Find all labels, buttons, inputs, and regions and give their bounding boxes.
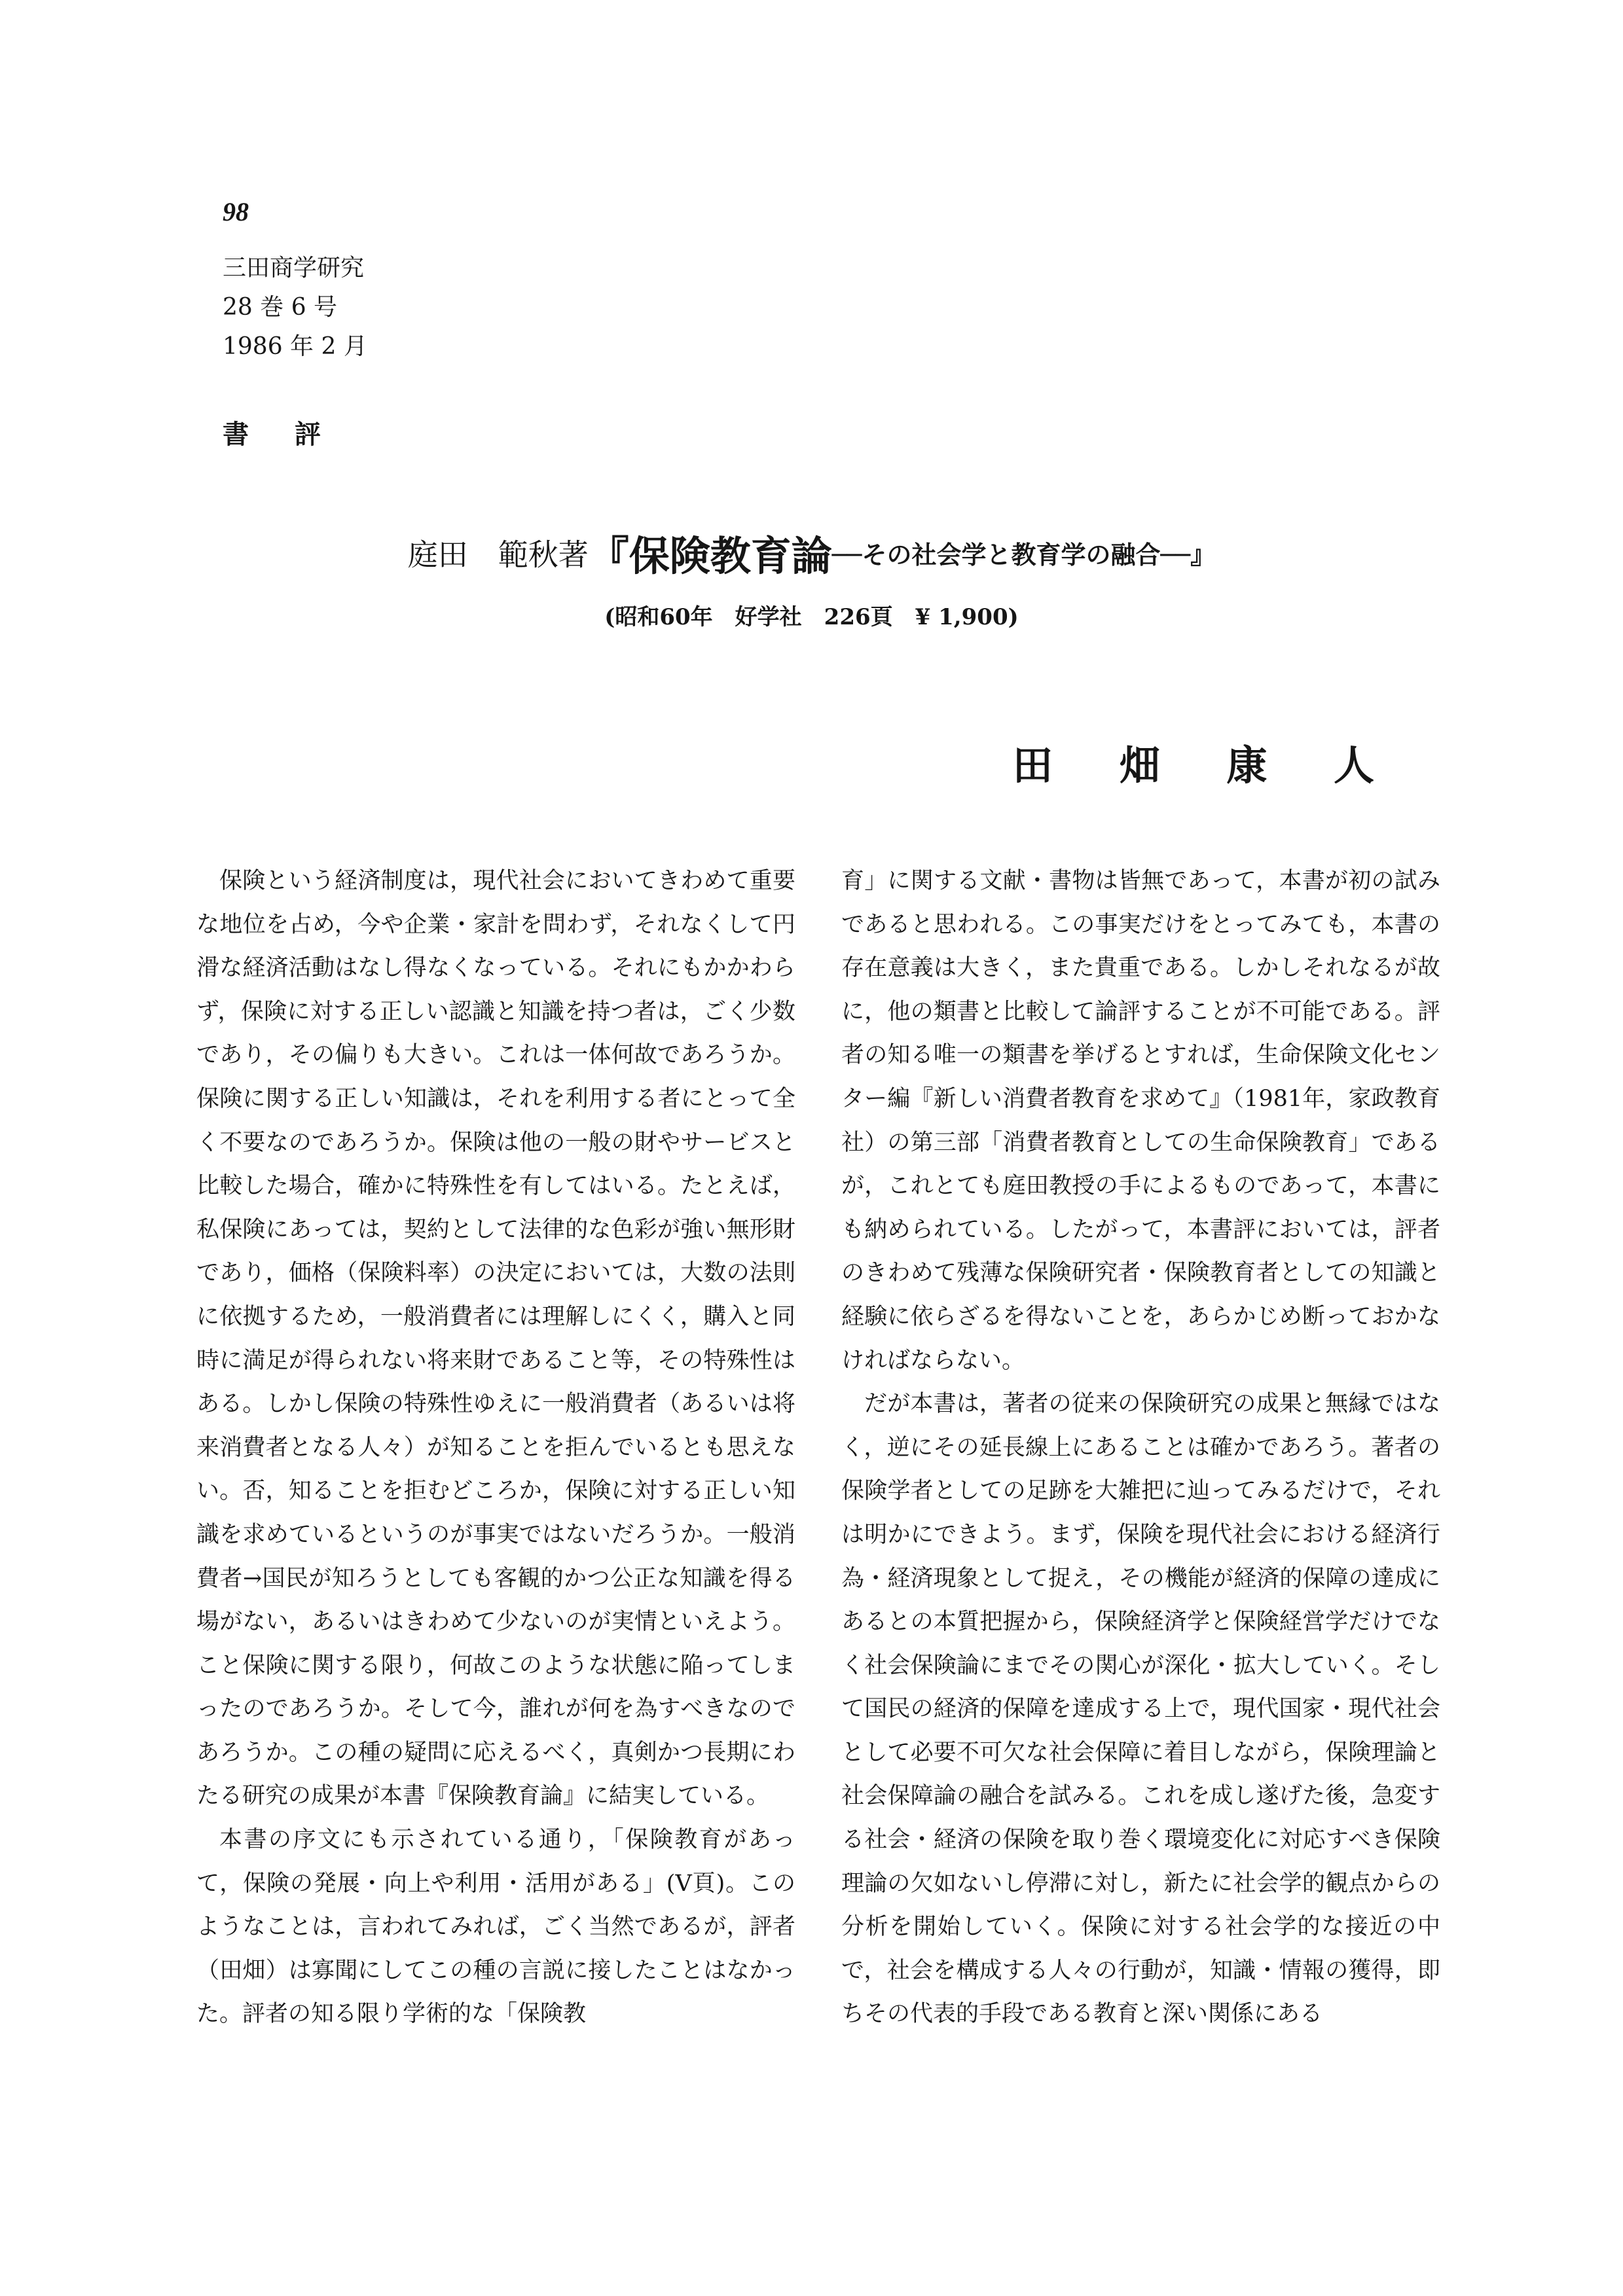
- section-label: 書 評: [223, 419, 339, 450]
- body-left-column: [196, 859, 795, 2036]
- reviewer-name: 田 畑 康 人: [1012, 742, 1400, 789]
- book-subtitle: ──その社会学と教育学の融合──』: [831, 540, 1216, 569]
- volume-issue: 28 巻 6 号: [223, 294, 338, 321]
- book-title: [0, 524, 1623, 582]
- page-number: 98: [223, 197, 249, 226]
- paragraph: 保険という経済制度は，現代社会においてきわめて重要な地位を占め，今や企業・家計を問わず，それなくして円滑な経済活動はなし得なくなっている。それにもかかわらず，保険に対する正しい認識と知識を持つ者は，ごく少数であり，その偏りも大きい。これは一体何故であろうか。保険に関する正しい知識は，それを利用する者にとって全く不要なのであろうか。保険は他の一般の財やサービスと比較した場合，確かに特殊性を有してはいる。たとえば，私保険にあっては，契約として法律的な色彩が強い無形財であり，価格（保険料率）の決定においては，大数の法則に依拠するため，一般消費者には理解しにくく，購入と同時に満足が得られない将来財であること等，その特殊性はある。しかし保険の特殊性ゆえに一般消費者（あるいは将来消費者となる人々）が知ることを拒んでいるとも思えない。否，知ることを拒むどころか，保険に対する正しい知識を求めているというのが事実ではないだろうか。一般消費者→国民が知ろうとしても客観的かつ公正な知識を得る場がない，あるいはきわめて少ないのが実情といえよう。こと保険に関する限り，何故このような状態に陥ってしまったのであろうか。そして今，誰れが何を為すべきなのであろうか。この種の疑問に応えるべく，真剣かつ長期にわたる研究の成果が本書『保険教育論』に結実している。: [196, 868, 795, 1810]
- book-title-main: 『保険教育論: [588, 532, 832, 580]
- journal-info: [223, 249, 367, 367]
- book-author: 庭田 範秋著: [407, 537, 589, 573]
- publication-date: 1986 年 2 月: [223, 333, 367, 360]
- paragraph: だが本書は，著者の従来の保険研究の成果と無縁ではなく，逆にその延長線上にあることは確かであろう。著者の保険学者としての足跡を大雑把に辿ってみるだけで，それは明かにできよう。まず，保険を現代社会における経済行為・経済現象として捉え，その機能が経済的保障の達成にあるとの本質把握から，保険経済学と保険経営学だけでなく社会保険論にまでその関心が深化・拡大していく。そして国民の経済的保障を達成する上で，現代国家・現代社会として必要不可欠な社会保障に着目しながら，保険理論と社会保障論の融合を試みる。これを成し遂げた後，急変する社会・経済の保険を取り巻く環境変化に対応すべき保険理論の欠如ないし停滞に対し，新たに社会学的観点からの分析を開始していく。保険に対する社会学的な接近の中で，社会を構成する人々の行動が，知識・情報の獲得，即ちその代表的手段である教育と深い関係にある: [841, 1391, 1440, 2028]
- paragraph: 本書の序文にも示されている通り，「保険教育があって，保険の発展・向上や利用・活用がある」(V頁)。このようなことは，言われてみれば，ごく当然であるが，評者（田畑）は寡聞にしてこの種の言説に接したことはなかった。評者の知る限り学術的な「保険教: [196, 1827, 795, 2028]
- journal-name: 三田商学研究: [223, 255, 365, 281]
- body-right-column: [841, 859, 1440, 2036]
- paragraph: 育」に関する文献・書物は皆無であって，本書が初の試みであると思われる。この事実だけをとってみても，本書の存在意義は大きく，また貴重である。しかしそれなるが故に，他の類書と比較して論評することが不可能である。評者の知る唯一の類書を挙げるとすれば，生命保険文化センター編『新しい消費者教育を求めて』（1981年，家政教育社）の第三部「消費者教育としての生命保険教育」であるが，これとても庭田教授の手によるものであって，本書にも納められている。したがって，本書評においては，評者のきわめて残薄な保険研究者・保険教育者としての知識と経験に依らざるを得ないことを，あらかじめ断っておかなければならない。: [841, 868, 1440, 1374]
- publication-info: (昭和60年 好学社 226頁 ¥ 1,900): [604, 604, 1019, 630]
